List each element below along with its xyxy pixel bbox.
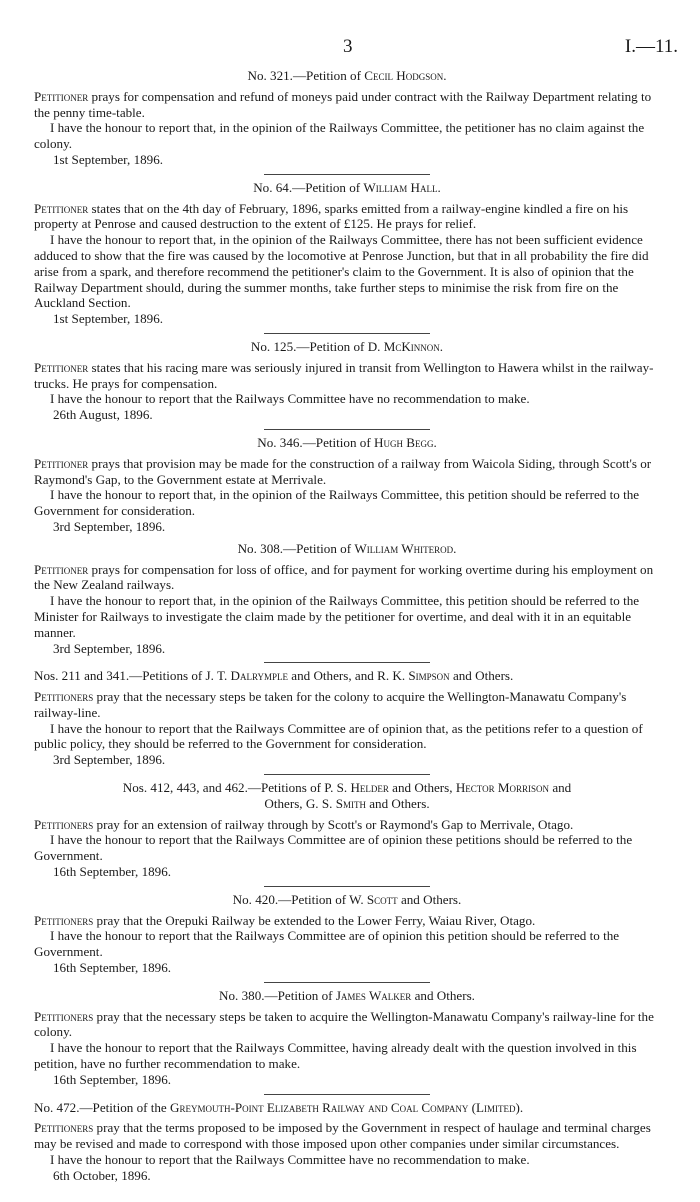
petitioner-name: Helder (350, 780, 389, 796)
petition-title: No. 308.—Petition of William Whiterod. (237, 540, 457, 556)
petition-entry (34, 668, 660, 768)
page-number: 3 (343, 36, 353, 57)
petition-statement: Petitioner states that his racing mare was seriously injured in transit from Wellington to Hawera whilst in the railway-trucks. He prays for compensation. (34, 359, 654, 391)
petitioner-name: Hugh Begg (374, 434, 434, 450)
report-date: 1st September, 1896. (53, 311, 164, 327)
petition-entry (34, 68, 660, 168)
petitioner-name: William Hall (363, 179, 438, 195)
section-divider (264, 982, 430, 983)
committee-report: I have the honour to report that, in the opinion of the Railways Committee, this petition should be referred to the Minister for Railways to investigate the claim made by the petitioner for overtime, and deal with it in an equitable manner. (34, 593, 640, 640)
report-date: 16th September, 1896. (53, 1071, 172, 1087)
petition-statement: Petitioners pray for an extension of railway through by Scott's or Raymond's Gap to Merrivale, Otago. (34, 816, 574, 832)
petitioner-name: William Whiterod (354, 540, 454, 556)
petition-title: No. 64.—Petition of William Hall. (253, 179, 441, 195)
petition-entry (34, 435, 660, 535)
section-divider (264, 1094, 430, 1095)
report-date: 26th August, 1896. (53, 407, 153, 423)
petition-statement: Petitioners pray that the necessary steps be taken to acquire the Wellington-Manawatu Company's railway-line for the colony. (34, 1008, 654, 1040)
committee-report: I have the honour to report that the Railways Committee are of opinion this petition should be referred to the Government. (34, 928, 620, 960)
committee-report: I have the honour to report that the Railways Committee have no recommendation to make. (50, 1152, 530, 1168)
report-date: 3rd September, 1896. (53, 752, 166, 768)
committee-report: I have the honour to report that the Railways Committee, having already dealt with the question involved in this petition, have no further recommendation to make. (34, 1040, 637, 1072)
committee-report: I have the honour to report that, in the opinion of the Railways Committee, the petitioner has no claim against the colony. (34, 120, 645, 152)
section-divider (264, 662, 430, 663)
report-date: 16th September, 1896. (53, 864, 172, 880)
petition-statement: Petitioners pray that the terms proposed to be imposed by the Government in respect of haulage and terminal charges may be revised and made to correspond with those imposed upon other companies under similar circumstances. (34, 1120, 651, 1152)
paper-reference: I.—11. (624, 36, 678, 57)
petitioner-name: James Walker (335, 987, 412, 1003)
committee-report: I have the honour to report that the Railways Committee are of opinion these petitions should be referred to the Government. (34, 832, 633, 864)
section-divider (264, 174, 430, 175)
committee-report: I have the honour to report that the Railways Committee have no recommendation to make. (50, 391, 530, 407)
petitioner-name: Hector Morrison (455, 780, 550, 796)
committee-report: I have the honour to report that, in the opinion of the Railways Committee, there has not been sufficient evidence adduced to show that the fire was caused by the locomotive at Penrose Junction, but that in all probability the fire did arise from a spark, and therefore recommend the petitioner's claim to the Government. It is also of opinion that the Railway Department should, during the summer months, take further steps to minimise the risk from fire on the Auckland Section. (34, 232, 649, 311)
report-date: 3rd September, 1896. (53, 518, 166, 534)
report-date: 16th September, 1896. (53, 960, 172, 976)
petitioner-name: Dalrymple (230, 668, 288, 684)
petition-statement: Petitioners pray that the necessary steps be taken for the colony to acquire the Wellington-Manawatu Company's railway-line. (34, 689, 627, 720)
petition-statement: Petitioners pray that the Orepuki Railway be extended to the Lower Ferry, Waiau River, Otago. (34, 912, 536, 928)
petition-entry (34, 780, 660, 880)
petitioner-name: Greymouth-Point Elizabeth Railway and Coal Company (Limited) (170, 1099, 520, 1115)
committee-report: I have the honour to report that the Railways Committee are of opinion that, as the petitions refer to a question of public policy, they should be referred to the Government for consideration. (34, 720, 643, 752)
petitioner-name: Scott (366, 891, 398, 907)
petition-statement: Petitioner states that on the 4th day of February, 1896, sparks emitted from a railway-engine kindled a fire on his property at Penrose and caused destruction to the extent of £125. He prays for relief. (34, 200, 629, 232)
petition-entry (34, 541, 660, 657)
petition-title: No. 346.—Petition of Hugh Begg. (257, 434, 437, 450)
petitioner-name: Simpson (408, 668, 450, 684)
petitions-body (34, 68, 660, 1184)
petitioner-name: Smith (335, 795, 366, 811)
section-divider (264, 886, 430, 887)
petitioner-name: D. McKinnon (367, 338, 440, 354)
petition-statement: Petitioner prays for compensation for loss of office, and for payment for working overtime during his employment on the New Zealand railways. (34, 561, 654, 593)
petition-entry (34, 892, 660, 976)
committee-report: I have the honour to report that, in the opinion of the Railways Committee, this petition should be referred to the Government for consideration. (34, 487, 640, 519)
petitioner-name: Cecil Hodgson (364, 68, 444, 83)
report-date: 1st September, 1896. (53, 151, 164, 167)
petition-entry (34, 1100, 660, 1184)
section-divider (264, 333, 430, 334)
report-date: 6th October, 1896. (53, 1167, 151, 1183)
petition-statement: Petitioner prays that provision may be made for the construction of a railway from Waicola Siding, through Scott's or Raymond's Gap, to the Government estate at Merrivale. (34, 455, 652, 487)
petition-title: Nos. 211 and 341.—Petitions of J. T. Dalrymple and Others, and R. K. Simpson and Others. (34, 668, 514, 684)
petition-title: No. 472.—Petition of the Greymouth-Point Elizabeth Railway and Coal Company (Limited). (34, 1099, 524, 1115)
page-header (0, 36, 700, 60)
petition-title: No. 125.—Petition of D. McKinnon. (250, 338, 444, 354)
report-date: 3rd September, 1896. (53, 640, 166, 656)
petition-entry (34, 339, 660, 423)
petition-statement: Petitioner prays for compensation and refund of moneys paid under contract with the Railway Department relating to the penny time-table. (34, 88, 652, 120)
petition-title: No. 321.—Petition of Cecil Hodgson. (247, 68, 447, 83)
petition-title: Nos. 412, 443, and 462.—Petitions of P. S. Helder and Others, Hector Morrison and Others, G. S. Smith and Others. (122, 780, 572, 811)
petition-entry (34, 180, 660, 327)
section-divider (264, 774, 430, 775)
petition-entry (34, 988, 660, 1088)
petition-title: No. 420.—Petition of W. Scott and Others. (232, 891, 462, 907)
section-divider (264, 429, 430, 430)
petition-title: No. 380.—Petition of James Walker and Others. (219, 987, 475, 1003)
